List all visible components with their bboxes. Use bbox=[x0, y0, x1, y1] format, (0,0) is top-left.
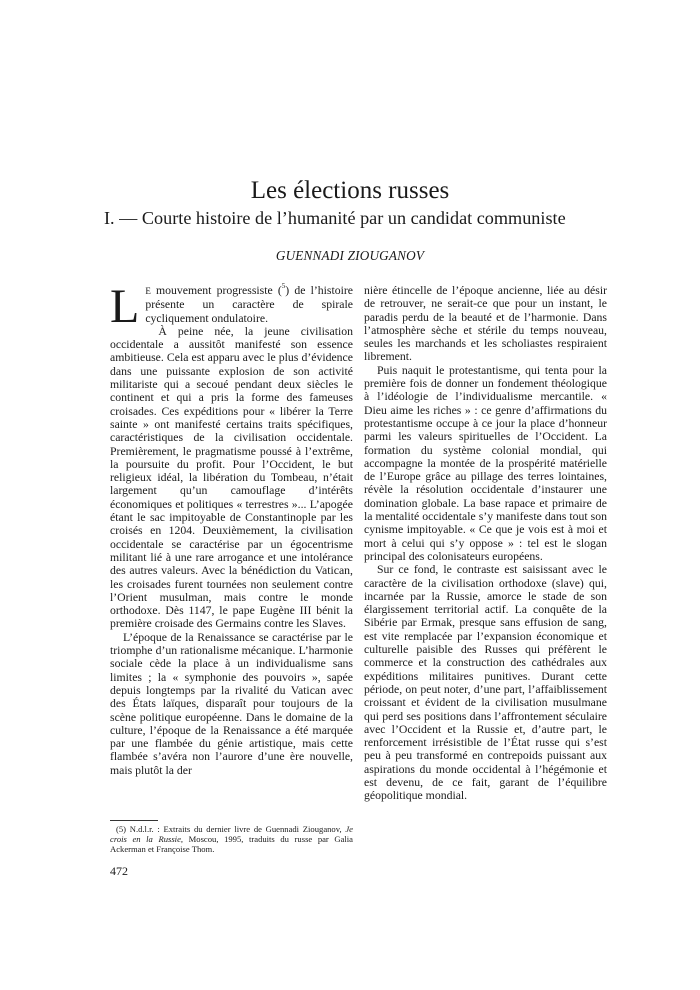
footnote-book-title: Je crois en la Russie bbox=[110, 824, 353, 844]
drop-cap: L bbox=[110, 280, 140, 333]
opening-smallcap: E bbox=[145, 286, 151, 296]
body-paragraph: À peine née, la jeune civilisation occidentale a aussitôt manifesté son essence ambitieuse. Cela est apparu avec le plus d’évidence dans une puissante explosion de son activité militariste qui a secoué pendant deux siècles le continent et qui a pris la forme des fameuses croisades. Ces expéditions pour « libérer la Terre sainte » ont manifesté certains traits spécifiques, caractéristiques de la civilisation occidentale. Premièrement, le pragmatisme poussé à l’extrême, la poursuite du profit. Pour l’Occident, le but religieux idéal, la libération du Tombeau, n’était largement qu’un camouflage d’intérêts économiques et politiques « terrestres »... L’apogée étant le sac impitoyable de Constantinople par les croisés en 1204. Deuxièmement, la civilisation occidentale se caractérise par un égocentrisme militant lié à une rare arrogance et une intolérance des autres valeurs. Avec la bénédiction du Vatican, les croisades furent tournées non seulement contre l’Orient musulman, mais contre le monde orthodoxe. Dès 1147, le pape Eugène III bénit la première croisade des Germains contre les Slaves. bbox=[110, 324, 353, 631]
left-column bbox=[110, 280, 353, 777]
body-paragraph: Sur ce fond, le contraste est saisissant avec le caractère de la civilisation orthodoxe (slave) qui, incarnée par la Russie, amorce le stade de son élargissement territorial actif. La conquête de la Sibérie par Ermak, presque sans effusion de sang, est vite remplacée par l’expansion économique et culturelle paisible des Russes qui préfèrent le commerce et la construction des cathédrales aux expéditions militaires punitives. Durant cette période, on peut noter, d’une part, l’affaiblissement croissant et évident de la civilisation musulmane qui perd ses positions dans l’affrontement séculaire avec l’Occident et la Russie et, d’autre part, le renforcement irrésistible de l’État russe qui s’est peu à peu transformé en contrepoids puissant aux aspirations du monde occidental à l’hégémonie et est devenu, de ce fait, garant de l’équilibre géopolitique mondial. bbox=[364, 563, 607, 803]
footnote-text-b: , Moscou, 1995, traduits du russe par Galia Ackerman et Françoise Thom. bbox=[110, 834, 353, 854]
article-author: GUENNADI ZIOUGANOV bbox=[275, 248, 425, 263]
footnote bbox=[110, 824, 353, 854]
body-paragraph: L’époque de la Renaissance se caractérise par le triomphe d’un rationalisme mécanique. L’harmonie sociale cède la place à un individualisme sans limites ; la « symphonie des pouvoirs », sapée depuis longtemps par la rivalité du Vatican avec des États laïques, disparaît pour toujours de la scène politique européenne. Dans le domaine de la culture, l’époque de la Renaissance a été marquée par une flambée du génie artistique, mais cette flambée s’avéra non l’aurore d’une ère nouvelle, mais plutôt la der bbox=[110, 630, 353, 777]
opening-text-b: ) de l’histoire présente un caractère de spirale cycliquement ondulatoire. bbox=[145, 284, 353, 325]
footnote-reference[interactable]: 5 bbox=[281, 282, 286, 290]
opening-paragraph bbox=[110, 280, 353, 333]
right-column bbox=[364, 284, 607, 803]
article-subtitle: I. — Courte histoire de l’humanité par un candidat communiste bbox=[104, 208, 566, 228]
body-paragraph: Puis naquit le protestantisme, qui tenta pour la première fois de donner un fondement théologique à l’idéologie de l’individualisme mercantile. « Dieu aime les riches » : ce genre d’affirmations du protestantisme occupe à ce jour la place d’honneur parmi les valeurs spirituelles de l’Occident. La formation du système colonial mondial, qui accompagne la montée de la prospérité matérielle de l’Europe grâce au pillage des terres lointaines, révèle la résolution occidentale d’instaurer une domination globale. La base rapace et primaire de la mentalité occidentale s’y manifeste dans tout son cynisme impitoyable. « Ce que je vois est à moi et mort à celui qui s’y oppose » : tel est le slogan principal des colonisateurs européens. bbox=[364, 363, 607, 563]
continued-paragraph: nière étincelle de l’époque ancienne, liée au désir de retrouver, ne serait-ce que pour un instant, le paradis perdu de la beauté et de l’harmonie. Dans l’atmosphère sèche et stérile du temps nouveau, seules les marchands et les scholiastes respiraient librement. bbox=[364, 284, 607, 364]
page-number: 472 bbox=[110, 864, 128, 878]
article-title: Les élections russes bbox=[250, 177, 450, 204]
footnote-divider bbox=[110, 820, 158, 821]
opening-text-a: mouvement progressiste ( bbox=[150, 284, 282, 297]
footnote-text-a: N.d.l.r. : Extraits du dernier livre de Guennadi Ziouganov, bbox=[126, 824, 346, 834]
footnote-marker: (5) bbox=[116, 824, 127, 834]
